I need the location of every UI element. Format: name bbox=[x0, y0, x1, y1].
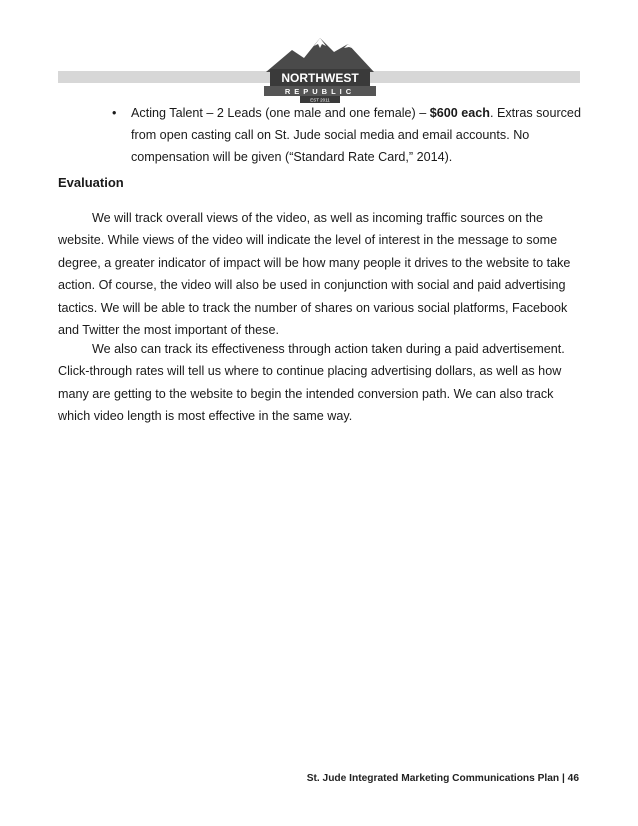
section-heading: Evaluation bbox=[58, 175, 124, 190]
logo-established: EST 2011 bbox=[310, 97, 330, 103]
bullet-lead: Acting Talent – 2 Leads (one male and one female) – bbox=[131, 106, 430, 120]
paragraph-2: We also can track its effectiveness through action taken during a paid advertisement. Click-through rates will tell us where to continue placing advertising dollars, as well as how many are getting to the website to begin the intended conversion path. We can also track which video length is most effective in the same way. bbox=[58, 342, 565, 424]
page-footer: St. Jude Integrated Marketing Communications Plan | 46 bbox=[306, 773, 579, 784]
bullet-item bbox=[112, 102, 582, 168]
logo-name-bottom: REPUBLIC bbox=[284, 87, 356, 96]
bullet-price: $600 each bbox=[429, 106, 490, 120]
logo-name-top: NORTHWEST bbox=[281, 71, 359, 85]
mountain-logo-icon bbox=[262, 36, 378, 104]
bullet-symbol: • bbox=[112, 106, 117, 120]
bullet-rest: . Extras sourced from open casting call on St. Jude social media and email accounts. No compensation will be given (“Standard Rate Card,” 2014). bbox=[131, 106, 581, 164]
bullet-text bbox=[131, 102, 582, 168]
northwest-republic-logo bbox=[262, 36, 378, 104]
paragraph-1: We will track overall views of the video, as well as incoming traffic sources on the website. While views of the video will indicate the level of interest in the message to some degree, a greater indicator of impact will be how many people it drives to the website to take action. Of course, the video will also be used in conjunction with social and paid advertising tactics. We will be able to track the number of shares on various social platforms, Facebook and Twitter the most important of these. bbox=[58, 211, 571, 338]
